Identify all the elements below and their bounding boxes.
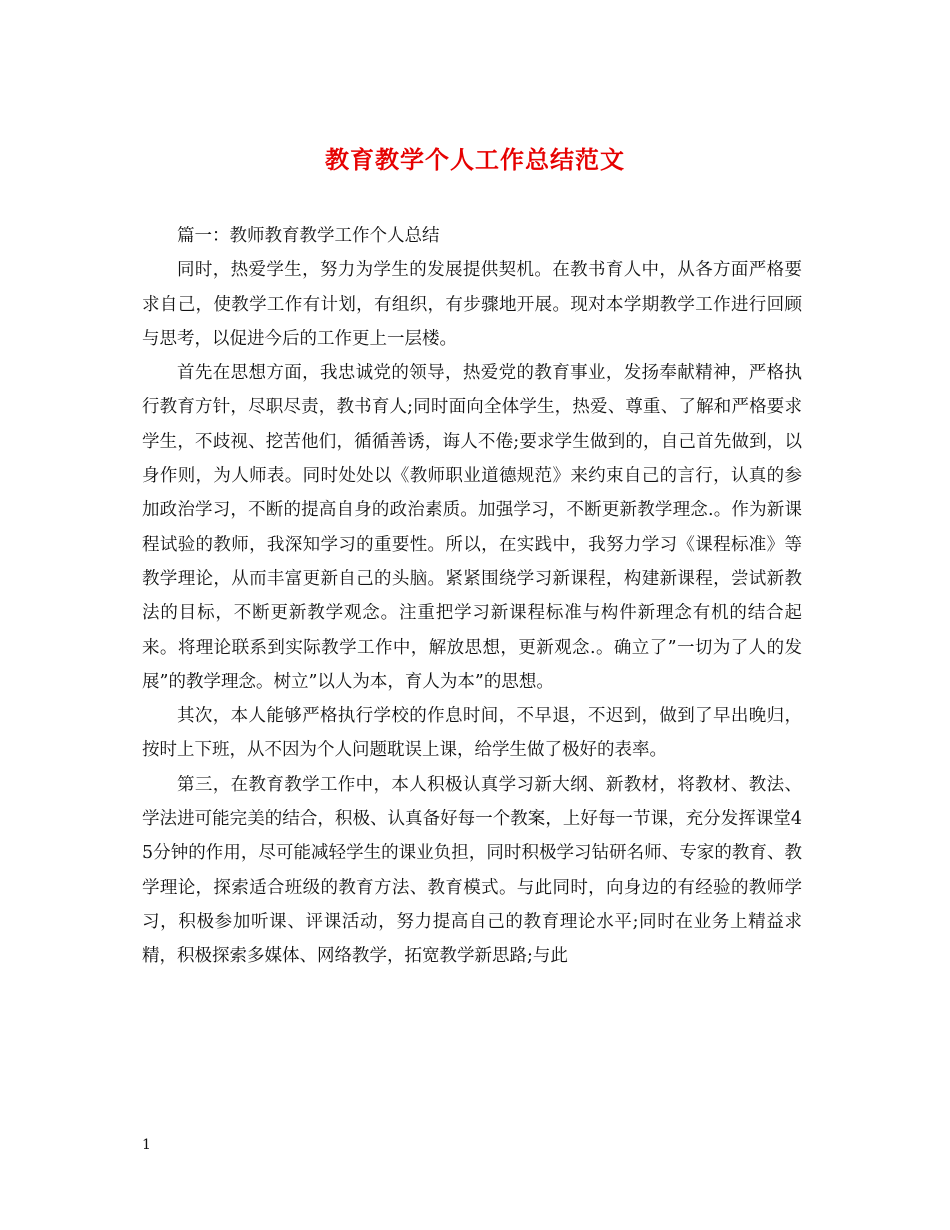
document-title: 教育教学个人工作总结范文 <box>325 146 625 174</box>
paragraph-discipline: 其次，本人能够严格执行学校的作息时间，不早退，不迟到，做到了早出晚归，按时上下班，从不因为个人问题耽误上课，给学生做了极好的表率。 <box>142 706 802 761</box>
paragraph-ideology: 首先在思想方面，我忠诚党的领导，热爱党的教育事业，发扬奉献精神，严格执行教育方针，尽职尽责，教书育人;同时面向全体学生，热爱、尊重、了解和严格要求学生，不歧视、挖苦他们，循循善诱，诲人不倦;要求学生做到的，自己首先做到，以身作则，为人师表。同时处处以《教师职业道德规范》来约束自己的言行，认真的参加政治学习，不断的提高自身的政治素质。加强学习，不断更新教学理念.。作为新课程试验的教师，我深知学习的重要性。所以，在实践中，我努力学习《课程标准》等教学理论，从而丰富更新自己的头脑。紧紧围绕学习新课程，构建新课程，尝试新教法的目标，不断更新教学观念。注重把学习新课程标准与构件新理念有机的结合起来。将理论联系到实际教学工作中，解放思想，更新观念.。确立了”一切为了人的发展”的教学理念。树立”以人为本，育人为本”的思想。 <box>142 363 802 692</box>
section-heading: 篇一：教师教育教学工作个人总结 <box>177 226 440 246</box>
paragraph-intro: 同时，热爱学生，努力为学生的发展提供契机。在教书育人中，从各方面严格要求自己，使教学工作有计划，有组织，有步骤地开展。现对本学期教学工作进行回顾与思考，以促进今后的工作更上一层楼。 <box>142 260 802 349</box>
document-body <box>142 219 802 974</box>
paragraph-teaching: 第三，在教育教学工作中，本人积极认真学习新大纲、新教材，将教材、教法、学法进可能完美的结合，积极、认真备好每一个教案，上好每一节课，充分发挥课堂45分钟的作用，尽可能减轻学生的课业负担，同时积极学习钻研名师、专家的教育、教学理论，探索适合班级的教育方法、教育模式。与此同时，向身边的有经验的教师学习，积极参加听课、评课活动，努力提高自己的教育理论水平;同时在业务上精益求精，积极探索多媒体、网络教学，拓宽教学新思路;与此 <box>142 774 802 967</box>
page-number: 1 <box>142 1137 151 1153</box>
